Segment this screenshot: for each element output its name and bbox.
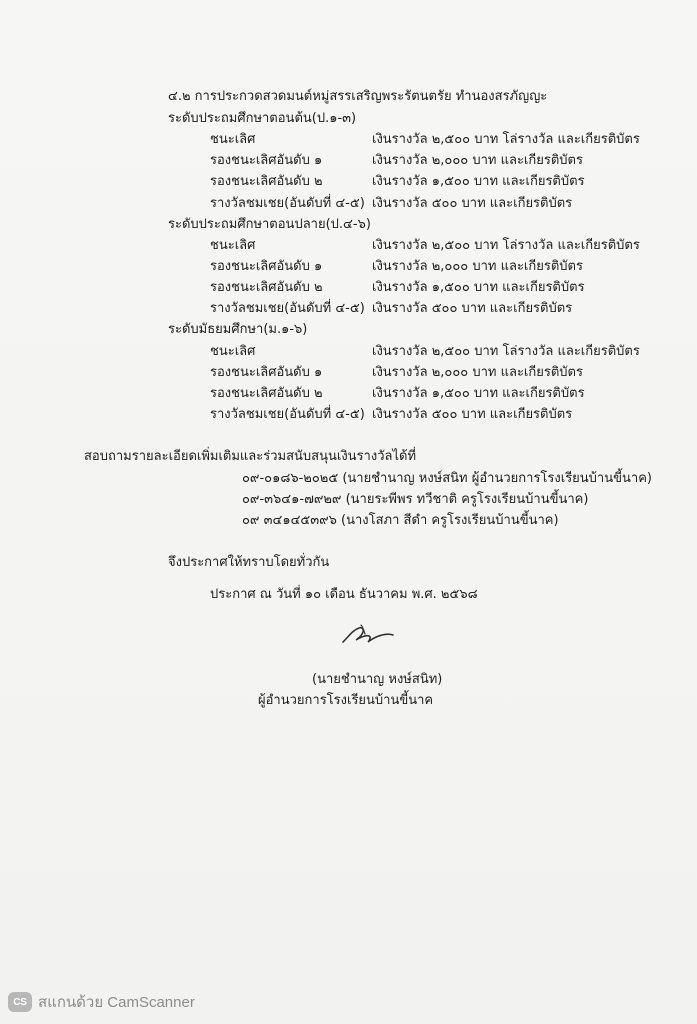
prize-text: เงินรางวัล ๑,๕๐๐ บาท และเกียรติบัตร [372, 280, 585, 295]
rank-label: รางวัลชมเชย(อันดับที่ ๔-๕) [210, 196, 365, 211]
notice-line: จึงประกาศให้ทราบโดยทั่วกัน [168, 555, 330, 570]
scanner-text: สแกนด้วย CamScanner [38, 994, 195, 1011]
signature-image [335, 618, 399, 652]
prize-text: เงินรางวัล ๒,๐๐๐ บาท และเกียรติบัตร [372, 153, 583, 168]
contact-line: ๐๙ ๓๔๑๔๕๓๙๖ (นางโสภา สีดำ ครูโรงเรียนบ้านขี้นาค) [242, 513, 559, 528]
signer-name: (นายชำนาญ หงษ์สนิท) [312, 672, 443, 687]
contact-intro: สอบถามรายละเอียดเพิ่มเติมและร่วมสนับสนุนเงินรางวัลได้ที่ [84, 449, 417, 464]
section-title: ๔.๒ การประกวดสวดมนต์หมู่สรรเสริญพระรัตนตรัย ทำนองสรภัญญะ [168, 89, 548, 104]
prize-text: เงินรางวัล ๕๐๐ บาท และเกียรติบัตร [372, 407, 573, 422]
prize-text: เงินรางวัล ๒,๕๐๐ บาท โล่รางวัล และเกียรติบัตร [372, 238, 640, 253]
rank-label: รองชนะเลิศอันดับ ๒ [210, 386, 323, 401]
contact-line: ๐๙-๐๑๘๖-๒๐๒๕ (นายชำนาญ หงษ์สนิท ผู้อำนวยการโรงเรียนบ้านขี้นาค) [242, 471, 652, 486]
rank-label: รางวัลชมเชย(อันดับที่ ๔-๕) [210, 407, 365, 422]
level-label-primary-upper: ระดับประถมศึกษาตอนปลาย(ป.๔-๖) [168, 217, 371, 232]
rank-label: รางวัลชมเชย(อันดับที่ ๔-๕) [210, 301, 365, 316]
rank-label: ชนะเลิศ [210, 238, 256, 253]
date-line: ประกาศ ณ วันที่ ๑๐ เดือน ธันวาคม พ.ศ. ๒๕๖๘ [210, 587, 478, 602]
prize-text: เงินรางวัล ๒,๐๐๐ บาท และเกียรติบัตร [372, 365, 583, 380]
prize-text: เงินรางวัล ๕๐๐ บาท และเกียรติบัตร [372, 301, 573, 316]
prize-text: เงินรางวัล ๒,๕๐๐ บาท โล่รางวัล และเกียรติบัตร [372, 344, 640, 359]
contact-line: ๐๙-๓๖๔๑-๗๙๒๙ (นายระพีพร ทวีชาติ ครูโรงเรียนบ้านขี้นาค) [242, 492, 589, 507]
rank-label: รองชนะเลิศอันดับ ๒ [210, 174, 323, 189]
level-label-secondary: ระดับมัธยมศึกษา(ม.๑-๖) [168, 322, 308, 337]
rank-label: รองชนะเลิศอันดับ ๒ [210, 280, 323, 295]
rank-label: ชนะเลิศ [210, 132, 256, 147]
prize-text: เงินรางวัล ๕๐๐ บาท และเกียรติบัตร [372, 196, 573, 211]
prize-text: เงินรางวัล ๒,๕๐๐ บาท โล่รางวัล และเกียรติบัตร [372, 132, 640, 147]
rank-label: รองชนะเลิศอันดับ ๑ [210, 259, 323, 274]
prize-text: เงินรางวัล ๑,๕๐๐ บาท และเกียรติบัตร [372, 386, 585, 401]
scanner-watermark [8, 990, 195, 1014]
prize-text: เงินรางวัล ๒,๐๐๐ บาท และเกียรติบัตร [372, 259, 583, 274]
level-label-primary-lower: ระดับประถมศึกษาตอนต้น(ป.๑-๓) [168, 111, 357, 126]
signer-position: ผู้อำนวยการโรงเรียนบ้านขี้นาค [258, 693, 434, 708]
rank-label: รองชนะเลิศอันดับ ๑ [210, 153, 323, 168]
prize-text: เงินรางวัล ๑,๕๐๐ บาท และเกียรติบัตร [372, 174, 585, 189]
rank-label: รองชนะเลิศอันดับ ๑ [210, 365, 323, 380]
camscanner-logo-icon: CS [8, 992, 32, 1012]
rank-label: ชนะเลิศ [210, 344, 256, 359]
